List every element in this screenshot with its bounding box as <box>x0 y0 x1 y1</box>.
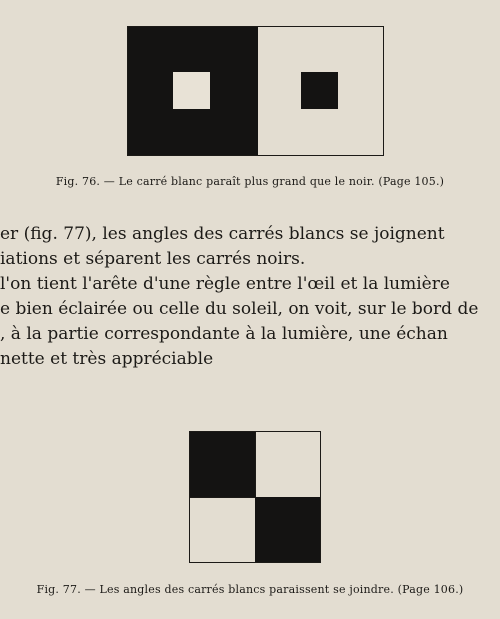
black-square-top-left <box>190 432 255 497</box>
black-square-small <box>301 72 338 109</box>
figure-77-caption: Fig. 77. — Les angles des carrés blancs paraissent se joindre. (Page 106.) <box>36 583 464 596</box>
divider-line <box>190 497 255 498</box>
body-line: , à la partie correspondante à la lumière, une échan <box>0 324 448 344</box>
body-line: iations et séparent les carrés noirs. <box>0 249 306 269</box>
figure-76-caption: Fig. 76. — Le carré blanc paraît plus grand que le noir. (Page 105.) <box>55 175 445 188</box>
divider-line <box>255 432 256 497</box>
figure-76-illustration <box>127 26 384 156</box>
figure-77-illustration <box>189 431 321 563</box>
white-square-small <box>173 72 210 109</box>
body-line: er (fig. 77), les angles des carrés blancs se joignent <box>0 224 445 244</box>
black-square-bottom-right <box>255 497 320 562</box>
body-text <box>0 222 500 372</box>
body-line: e bien éclairée ou celle du soleil, on voit, sur le bord de <box>0 299 479 319</box>
body-line: nette et très appréciable <box>0 349 214 369</box>
body-line: l'on tient l'arête d'une règle entre l'œil et la lumière <box>0 274 450 294</box>
